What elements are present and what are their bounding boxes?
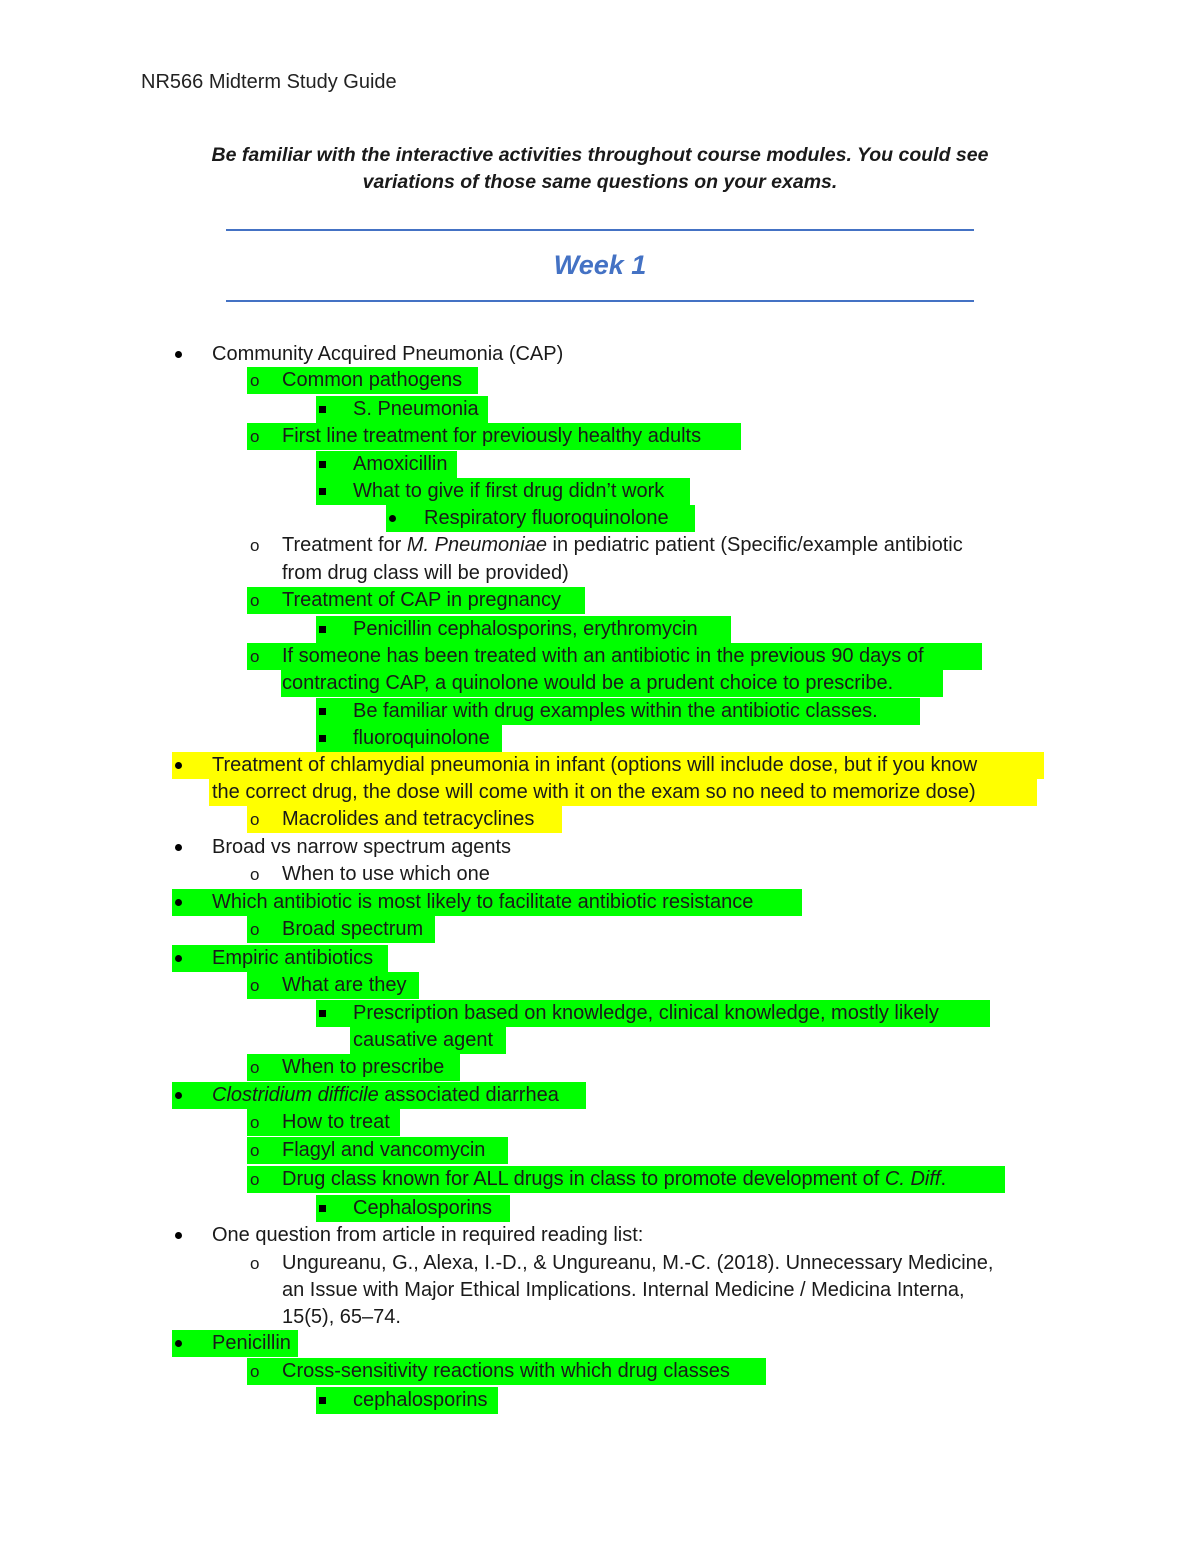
list-item-text: One question from article in required reading list: [212, 1224, 644, 1246]
list-item [0, 1082, 1200, 1109]
bullet-circle-icon: o [250, 536, 260, 555]
list-item [0, 1166, 1200, 1193]
bullet-dot-icon [175, 955, 182, 962]
organism-name: M. Pneumoniae [406, 534, 547, 556]
bullet-circle-icon: o [250, 1113, 260, 1132]
bullet-dot-icon [175, 899, 182, 906]
list-item [0, 643, 1200, 670]
bullet-square-icon [319, 406, 326, 413]
list-item-text: Common pathogens [282, 369, 463, 391]
bullet-circle-icon: o [250, 647, 260, 666]
list-item [0, 972, 1200, 999]
list-item [0, 587, 1200, 614]
list-item-text: Empiric antibiotics [212, 947, 374, 969]
list-item-text: Community Acquired Pneumonia (CAP) [212, 343, 564, 365]
organism-name: C. Diff [884, 1168, 941, 1190]
divider-bottom [226, 300, 974, 302]
citation-text: an Issue with Major Ethical Implications. Internal Medicine / Medicina Interna, [282, 1279, 965, 1301]
list-item-text: . [940, 1168, 947, 1190]
list-item-text: Penicillin cephalosporins, erythromycin [353, 618, 698, 640]
list-item [0, 341, 1200, 368]
list-item-text: associated diarrhea [378, 1084, 559, 1106]
list-item [0, 1330, 1200, 1357]
list-item-text: What are they [282, 974, 407, 996]
list-item-text: Respiratory fluoroquinolone [424, 507, 669, 529]
list-item [0, 367, 1200, 394]
bullet-dot-icon [175, 762, 182, 769]
section-title: Week 1 [553, 250, 647, 280]
list-item [0, 1222, 1200, 1249]
list-item-text: causative agent [353, 1029, 494, 1051]
list-item [0, 451, 1200, 478]
citation-text: 15(5), 65–74. [282, 1306, 401, 1328]
list-item-text: Amoxicillin [353, 453, 448, 475]
list-item [0, 1137, 1200, 1164]
bullet-square-icon [319, 626, 326, 633]
list-item [0, 396, 1200, 423]
list-item-text: from drug class will be provided) [282, 562, 569, 584]
list-item-text: If someone has been treated with an antibiotic in the previous 90 days of [282, 645, 924, 667]
list-item-text: Cephalosporins [353, 1197, 492, 1219]
list-item-text: in pediatric patient (Specific/example antibiotic [546, 534, 963, 556]
list-item-text: Which antibiotic is most likely to facilitate antibiotic resistance [212, 891, 754, 913]
list-item [0, 1054, 1200, 1081]
list-item [0, 1387, 1200, 1414]
bullet-dot-icon [175, 1092, 182, 1099]
list-item-text: contracting CAP, a quinolone would be a prudent choice to prescribe. [282, 672, 894, 694]
intro-line-2: variations of those same questions on your exams. [362, 171, 838, 193]
list-item [0, 725, 1200, 752]
intro-note [140, 142, 1060, 196]
bullet-dot-icon [175, 844, 182, 851]
list-item [0, 752, 1200, 779]
list-item [0, 889, 1200, 916]
list-item [0, 916, 1200, 943]
list-item-text: S. Pneumonia [353, 398, 479, 420]
list-item-text: When to use which one [282, 863, 490, 885]
list-item [0, 698, 1200, 725]
list-item [0, 806, 1200, 833]
list-item-text: fluoroquinolone [353, 727, 490, 749]
list-item-text: First line treatment for previously healthy adults [282, 425, 702, 447]
bullet-circle-icon: o [250, 1170, 260, 1189]
bullet-dot-icon [175, 1232, 182, 1239]
bullet-circle-icon: o [250, 810, 260, 829]
list-item-text: Be familiar with drug examples within the antibiotic classes. [353, 700, 878, 722]
bullet-square-icon [319, 708, 326, 715]
list-item [0, 1109, 1200, 1136]
citation-text: Ungureanu, G., Alexa, I.-D., & Ungureanu, M.-C. (2018). Unnecessary Medicine, [282, 1252, 994, 1274]
list-item-text: Treatment for [282, 534, 407, 556]
list-item [0, 834, 1200, 861]
list-item-text: Broad spectrum [282, 918, 424, 940]
list-item [0, 505, 1200, 532]
list-item [0, 423, 1200, 450]
list-item [0, 1195, 1200, 1222]
bullet-circle-icon: o [250, 591, 260, 610]
list-item [0, 945, 1200, 972]
bullet-circle-icon: o [250, 1254, 260, 1273]
list-item-text: Treatment of chlamydial pneumonia in infant (options will include dose, but if you know [212, 754, 978, 776]
list-item [0, 616, 1200, 643]
list-item-text: When to prescribe [282, 1056, 445, 1078]
bullet-dot-icon [175, 1340, 182, 1347]
bullet-circle-icon: o [250, 976, 260, 995]
list-item [0, 532, 1200, 559]
list-item [0, 1250, 1200, 1277]
list-item [0, 1358, 1200, 1385]
bullet-square-icon [319, 1397, 326, 1404]
list-item-text: Penicillin [212, 1332, 291, 1354]
bullet-circle-icon: o [250, 1058, 260, 1077]
bullet-square-icon [319, 735, 326, 742]
list-item-text: How to treat [282, 1111, 390, 1133]
bullet-circle-icon: o [250, 1141, 260, 1160]
bullet-dot-icon [389, 515, 396, 522]
divider-top [226, 229, 974, 231]
bullet-square-icon [319, 1205, 326, 1212]
list-item-text: Treatment of CAP in pregnancy [282, 589, 562, 611]
list-item-text: Drug class known for ALL drugs in class to promote development of [282, 1168, 885, 1190]
list-item-text: cephalosporins [353, 1389, 488, 1411]
list-item-text: Prescription based on knowledge, clinical knowledge, mostly likely [353, 1002, 939, 1024]
bullet-square-icon [319, 461, 326, 468]
list-item-text: the correct drug, the dose will come with it on the exam so no need to memorize dose) [212, 781, 976, 803]
intro-line-1: Be familiar with the interactive activities throughout course modules. You could see [211, 144, 989, 166]
bullet-square-icon [319, 488, 326, 495]
bullet-circle-icon: o [250, 865, 260, 884]
bullet-dot-icon [175, 351, 182, 358]
bullet-circle-icon: o [250, 371, 260, 390]
organism-name: Clostridium difficile [212, 1084, 379, 1106]
list-item-text: Macrolides and tetracyclines [282, 808, 535, 830]
list-item [0, 861, 1200, 888]
bullet-circle-icon: o [250, 1362, 260, 1381]
list-item-text: What to give if first drug didn’t work [353, 480, 665, 502]
list-item-text: Broad vs narrow spectrum agents [212, 836, 512, 858]
list-item [0, 478, 1200, 505]
list-item [0, 1000, 1200, 1027]
bullet-circle-icon: o [250, 427, 260, 446]
bullet-circle-icon: o [250, 920, 260, 939]
list-item-text: Flagyl and vancomycin [282, 1139, 486, 1161]
page-header: NR566 Midterm Study Guide [141, 71, 397, 93]
bullet-square-icon [319, 1010, 326, 1017]
list-item-text: Cross-sensitivity reactions with which drug classes [282, 1360, 730, 1382]
